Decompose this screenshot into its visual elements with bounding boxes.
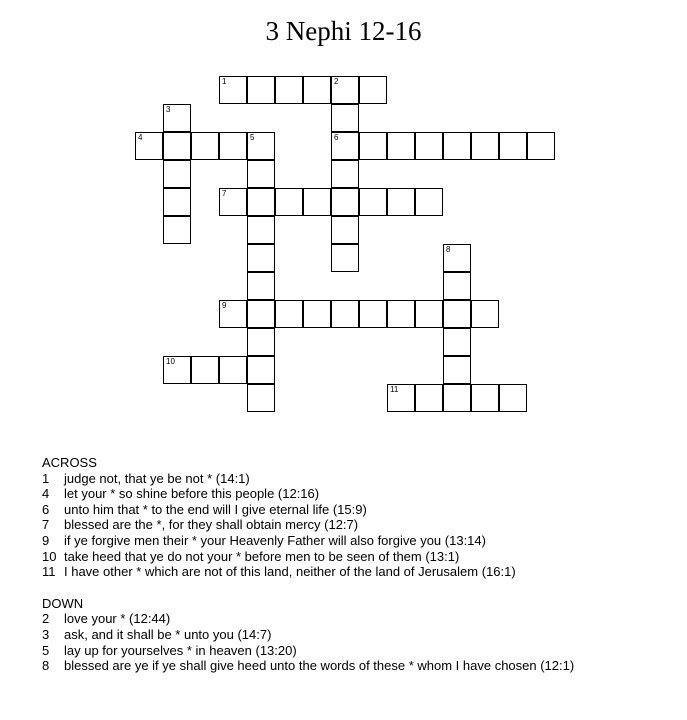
crossword-cell[interactable] — [387, 132, 415, 160]
crossword-cell[interactable] — [499, 384, 527, 412]
clue-text: if ye forgive men their * your Heavenly Father will also forgive you (13:14) — [64, 532, 486, 548]
crossword-cell[interactable] — [191, 356, 219, 384]
crossword-cell[interactable] — [415, 300, 443, 328]
crossword-cell[interactable] — [247, 384, 275, 412]
crossword-cell[interactable] — [331, 132, 359, 160]
crossword-cell[interactable] — [163, 104, 191, 132]
down-heading: DOWN — [42, 595, 84, 611]
clue-text: let your * so shine before this people (12:16) — [64, 486, 320, 502]
across-clue-list — [42, 471, 662, 580]
crossword-cell[interactable] — [443, 328, 471, 356]
crossword-cell[interactable] — [219, 356, 247, 384]
crossword-cell[interactable] — [219, 300, 247, 328]
clue-item — [42, 502, 662, 518]
crossword-cell[interactable] — [163, 160, 191, 188]
crossword-cell[interactable] — [247, 160, 275, 188]
clue-text: blessed are the *, for they shall obtain mercy (12:7) — [64, 517, 359, 533]
clue-item — [42, 549, 662, 565]
clue-item — [42, 627, 662, 643]
crossword-cell[interactable] — [527, 132, 555, 160]
clue-number: 5 — [42, 642, 50, 658]
crossword-cell[interactable] — [247, 216, 275, 244]
clue-text: blessed are ye if ye shall give heed unto the words of these * whom I have chosen (12:1) — [64, 658, 575, 674]
crossword-cell[interactable] — [359, 300, 387, 328]
clue-item — [42, 643, 662, 659]
clue-item — [42, 517, 662, 533]
cell-number: 3 — [166, 105, 171, 114]
clue-number: 1 — [42, 470, 50, 486]
crossword-cell[interactable] — [135, 132, 163, 160]
clue-item — [42, 611, 662, 627]
crossword-cell[interactable] — [247, 356, 275, 384]
across-heading: ACROSS — [42, 455, 97, 470]
clue-item — [42, 564, 662, 580]
crossword-cell[interactable] — [331, 160, 359, 188]
crossword-cell[interactable] — [247, 76, 275, 104]
crossword-cell[interactable] — [247, 328, 275, 356]
clue-item — [42, 658, 662, 674]
crossword-cell[interactable] — [219, 188, 247, 216]
clues-section — [42, 455, 662, 674]
crossword-cell[interactable] — [331, 216, 359, 244]
cell-number: 1 — [222, 77, 227, 86]
clue-number: 4 — [42, 486, 50, 502]
clue-number: 3 — [42, 626, 50, 642]
clue-number: 8 — [42, 658, 50, 674]
clue-number: 6 — [42, 501, 50, 517]
crossword-cell[interactable] — [443, 356, 471, 384]
crossword-cell[interactable] — [303, 300, 331, 328]
crossword-cell[interactable] — [247, 272, 275, 300]
crossword-cell[interactable] — [331, 244, 359, 272]
clue-number: 9 — [42, 532, 50, 548]
crossword-cell[interactable] — [163, 188, 191, 216]
crossword-cell[interactable] — [387, 188, 415, 216]
crossword-cell[interactable] — [219, 76, 247, 104]
crossword-cell[interactable] — [275, 76, 303, 104]
crossword-cell[interactable] — [247, 132, 275, 160]
crossword-cell[interactable] — [415, 188, 443, 216]
clue-text: love your * (12:44) — [64, 611, 171, 627]
crossword-cell[interactable] — [303, 188, 331, 216]
crossword-cell[interactable] — [247, 188, 275, 216]
clue-text: judge not, that ye be not * (14:1) — [64, 470, 250, 486]
crossword-cell[interactable] — [247, 300, 275, 328]
crossword-cell[interactable] — [471, 384, 499, 412]
clue-item — [42, 533, 662, 549]
crossword-cell[interactable] — [331, 76, 359, 104]
cell-number: 11 — [390, 385, 399, 394]
crossword-cell[interactable] — [443, 132, 471, 160]
cell-number: 9 — [222, 301, 227, 310]
cell-number: 4 — [138, 133, 143, 142]
clue-text: ask, and it shall be * unto you (14:7) — [64, 626, 272, 642]
clue-number: 10 — [42, 548, 57, 564]
clue-number: 2 — [42, 611, 50, 627]
clue-text: I have other * which are not of this land, neither of the land of Jerusalem (16:1) — [64, 564, 516, 580]
crossword-cell[interactable] — [275, 188, 303, 216]
clue-text: lay up for yourselves * in heaven (13:20) — [64, 642, 297, 658]
cell-number: 2 — [334, 77, 339, 86]
crossword-cell[interactable] — [191, 132, 219, 160]
crossword-cell[interactable] — [387, 300, 415, 328]
crossword-cell[interactable] — [415, 384, 443, 412]
clue-number: 11 — [42, 564, 56, 580]
crossword-cell[interactable] — [163, 216, 191, 244]
crossword-cell[interactable] — [163, 356, 191, 384]
crossword-cell[interactable] — [331, 300, 359, 328]
crossword-cell[interactable] — [331, 104, 359, 132]
crossword-cell[interactable] — [443, 300, 471, 328]
crossword-cell[interactable] — [331, 188, 359, 216]
crossword-cell[interactable] — [359, 188, 387, 216]
crossword-cell[interactable] — [387, 384, 415, 412]
cell-number: 8 — [446, 245, 451, 254]
crossword-cell[interactable] — [471, 300, 499, 328]
crossword-cell[interactable] — [443, 272, 471, 300]
cell-number: 7 — [222, 189, 227, 198]
crossword-cell[interactable] — [359, 132, 387, 160]
crossword-cell[interactable] — [275, 300, 303, 328]
crossword-cell[interactable] — [219, 132, 247, 160]
crossword-cell[interactable] — [247, 244, 275, 272]
page-title: 3 Nephi 12-16 — [265, 16, 422, 46]
cell-number: 10 — [166, 357, 175, 366]
down-clue-list — [42, 611, 662, 673]
clue-text: take heed that ye do not your * before men to be seen of them (13:1) — [64, 548, 460, 564]
clue-item — [42, 486, 662, 502]
crossword-cell[interactable] — [443, 244, 471, 272]
crossword-cell[interactable] — [415, 132, 443, 160]
cell-number: 5 — [250, 133, 255, 142]
clue-text: unto him that * to the end will I give eternal life (15:9) — [64, 501, 367, 517]
crossword-cell[interactable] — [499, 132, 527, 160]
clue-item — [42, 471, 662, 487]
crossword-cell[interactable] — [163, 132, 191, 160]
clue-number: 7 — [42, 517, 50, 533]
crossword-cell[interactable] — [443, 384, 471, 412]
cell-number: 6 — [334, 133, 339, 142]
crossword-cell[interactable] — [471, 132, 499, 160]
crossword-cell[interactable] — [303, 76, 331, 104]
crossword-cell[interactable] — [359, 76, 387, 104]
